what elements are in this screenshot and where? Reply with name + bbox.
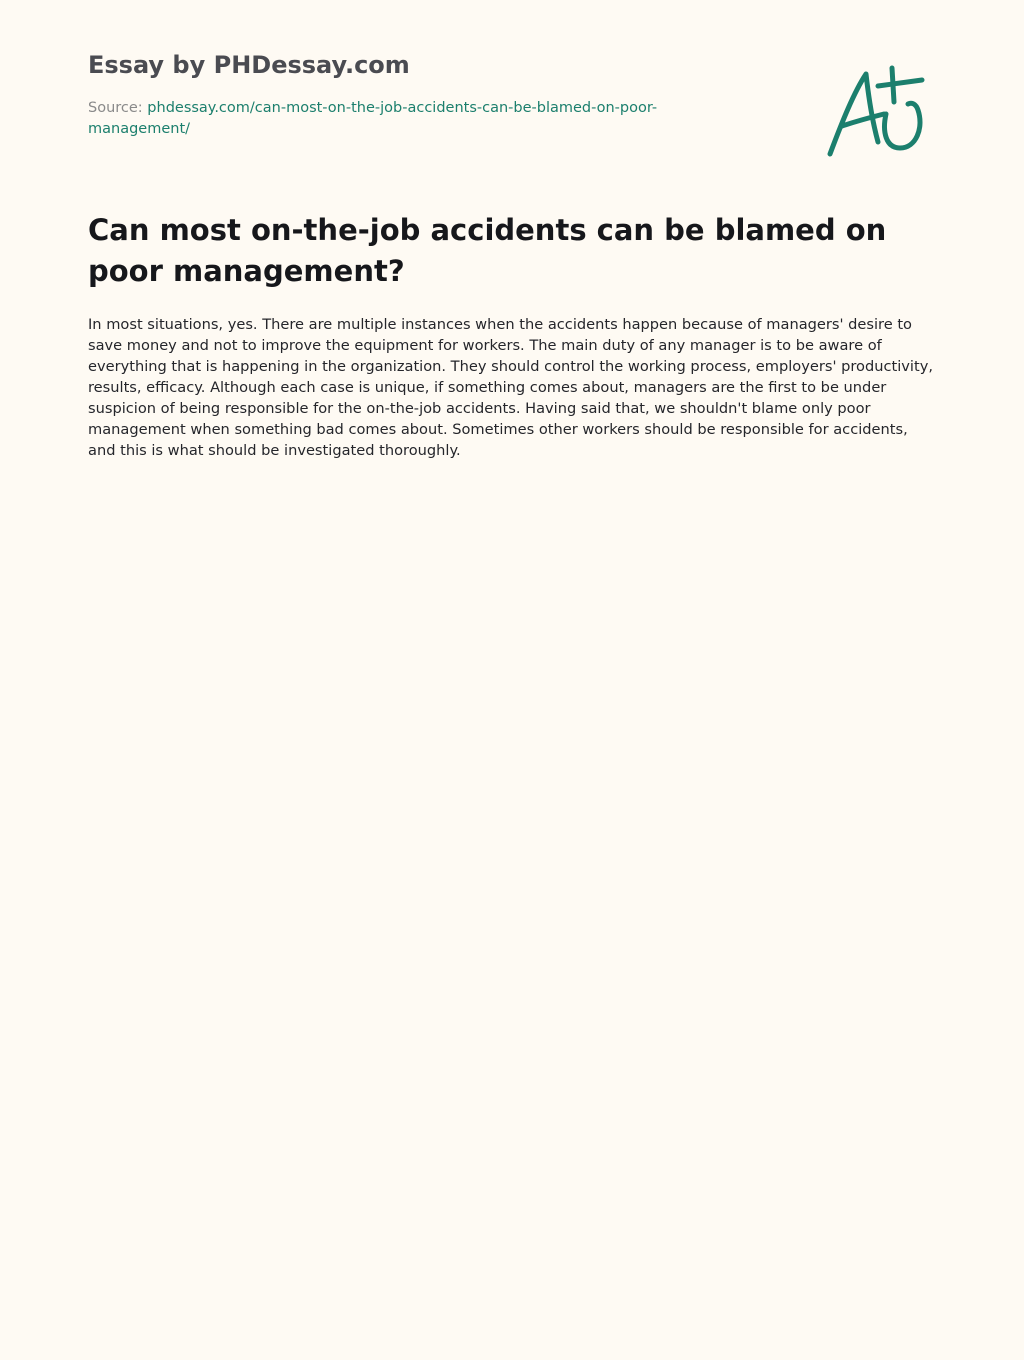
a-plus-grade-icon-graphic (820, 62, 932, 162)
source-link[interactable]: phdessay.com/can-most-on-the-job-accidents-can-be-blamed-on-poor-management/ (88, 100, 658, 137)
source-line (88, 98, 708, 140)
a-plus-grade-icon (820, 62, 932, 162)
source-label: Source: (88, 100, 148, 116)
page-header (88, 48, 708, 140)
essay-title: Can most on-the-job accidents can be blamed on poor management? (88, 213, 887, 288)
site-title: Essay by PHDessay.com (88, 51, 410, 79)
essay-body: In most situations, yes. There are multiple instances when the accidents happen because of managers' desire to save money and not to improve the equipment for workers. The main duty of any manager is to be aware of everything that is happening in the organization. They should control the working process, employers' productivity, results, efficacy. Although each case is unique, if something comes about, managers are the first to be under suspicion of being responsible for the on-the-job accidents. Having said that, we shouldn't blame only poor management when something bad comes about. Sometimes other workers should be responsible for accidents, and this is what should be investigated thoroughly. (88, 316, 933, 459)
